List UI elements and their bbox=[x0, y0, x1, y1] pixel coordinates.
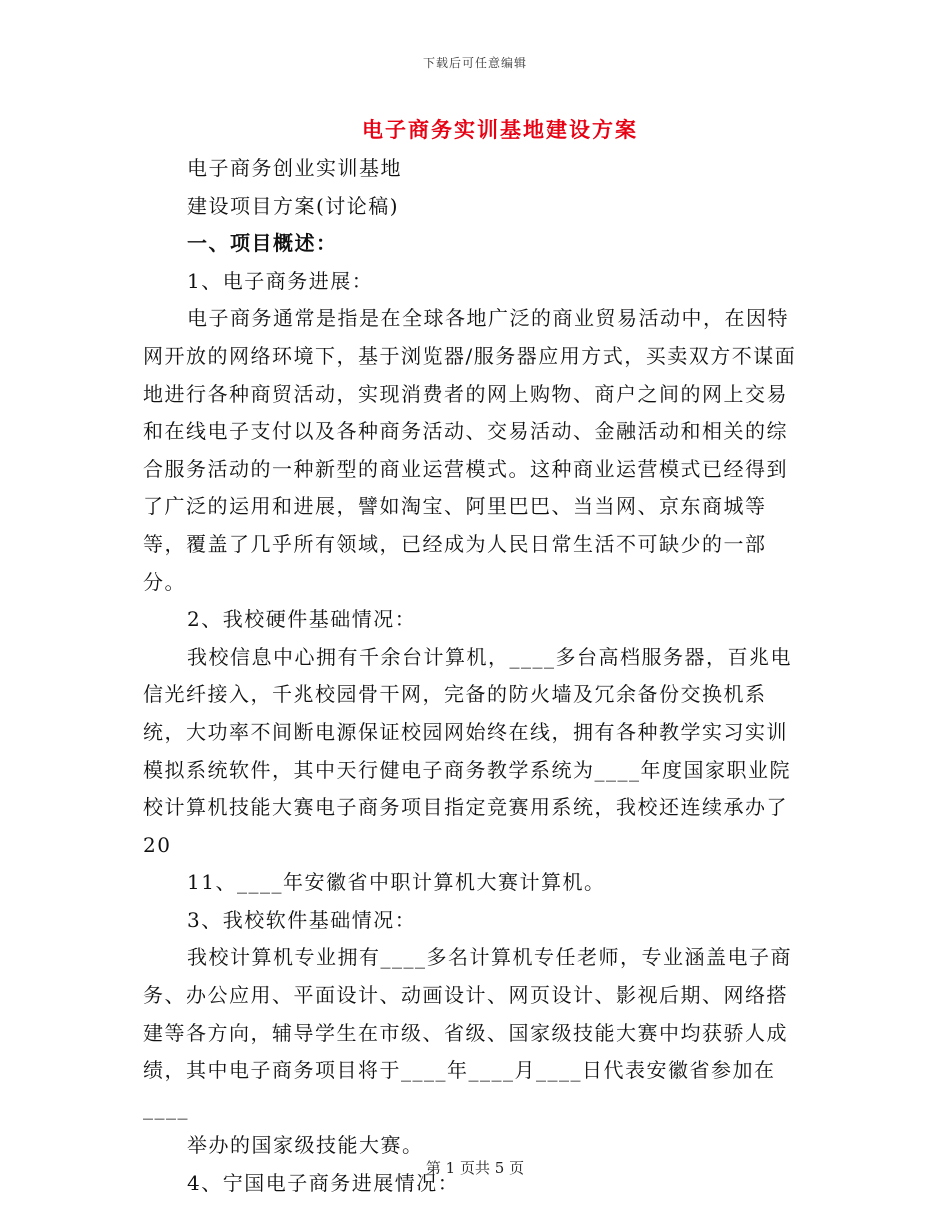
subheading-ningguo: 4、宁国电子商务进展情况： bbox=[187, 1171, 460, 1196]
paragraph-hardware: 我校信息中心拥有千余台计算机，____多台高档服务器，百兆电信光纤接入，千兆校园骨干网，完备的防火墙及冗余备份交换机系统，大功率不间断电源保证校园网始终在线，拥有各种教学实习实训模拟系统软件，其中天行健电子商务教学系统为____年度国家职业院校计算机技能大赛电子商务项目指定竞赛用系统，我校还连续承办了20 bbox=[143, 644, 792, 857]
paragraph-ecommerce-description: 电子商务通常是指是在全球各地广泛的商业贸易活动中，在因特网开放的网络环境下，基于浏览器/服务器应用方式，买卖双方不谋面地进行各种商贸活动，实现消费者的网上购物、商户之间的网上交易和在线电子支付以及各种商务活动、交易活动、金融活动和相关的综合服务活动的一种新型的商业运营模式。这种商业运营模式已经得到了广泛的运用和进展，譬如淘宝、阿里巴巴、当当网、京东商城等等，覆盖了几乎所有领域，已经成为人民日常生活不可缺少的一部分。 bbox=[143, 306, 797, 594]
section-heading-overview: 一、项目概述： bbox=[187, 231, 338, 256]
subtitle-line-1: 电子商务创业实训基地 bbox=[187, 156, 402, 180]
subheading-software: 3、我校软件基础情况： bbox=[187, 907, 417, 932]
paragraph-software-continued: 举办的国家级技能大赛。 bbox=[187, 1133, 424, 1158]
document-body bbox=[143, 150, 807, 1203]
paragraph-hardware-continued: 11、____年安徽省中职计算机大赛计算机。 bbox=[187, 870, 606, 895]
subheading-ecommerce-progress: 1、电子商务进展： bbox=[187, 268, 374, 293]
subtitle-line-2: 建设项目方案(讨论稿) bbox=[187, 193, 400, 218]
subheading-hardware: 2、我校硬件基础情况： bbox=[187, 607, 417, 632]
paragraph-software: 我校计算机专业拥有____多名计算机专任老师，专业涵盖电子商务、办公应用、平面设计、动画设计、网页设计、影视后期、网络搭建等各方向，辅导学生在市级、省级、国家级技能大赛中均获骄人成绩，其中电子商务项目将于____年____月____日代表安徽省参加在____ bbox=[143, 945, 792, 1120]
document-title: 电子商务实训基地建设方案 bbox=[362, 117, 638, 142]
page-indicator: 第 1 页共 5 页 bbox=[425, 1159, 525, 1177]
header-note: 下载后可任意编辑 bbox=[422, 56, 527, 70]
